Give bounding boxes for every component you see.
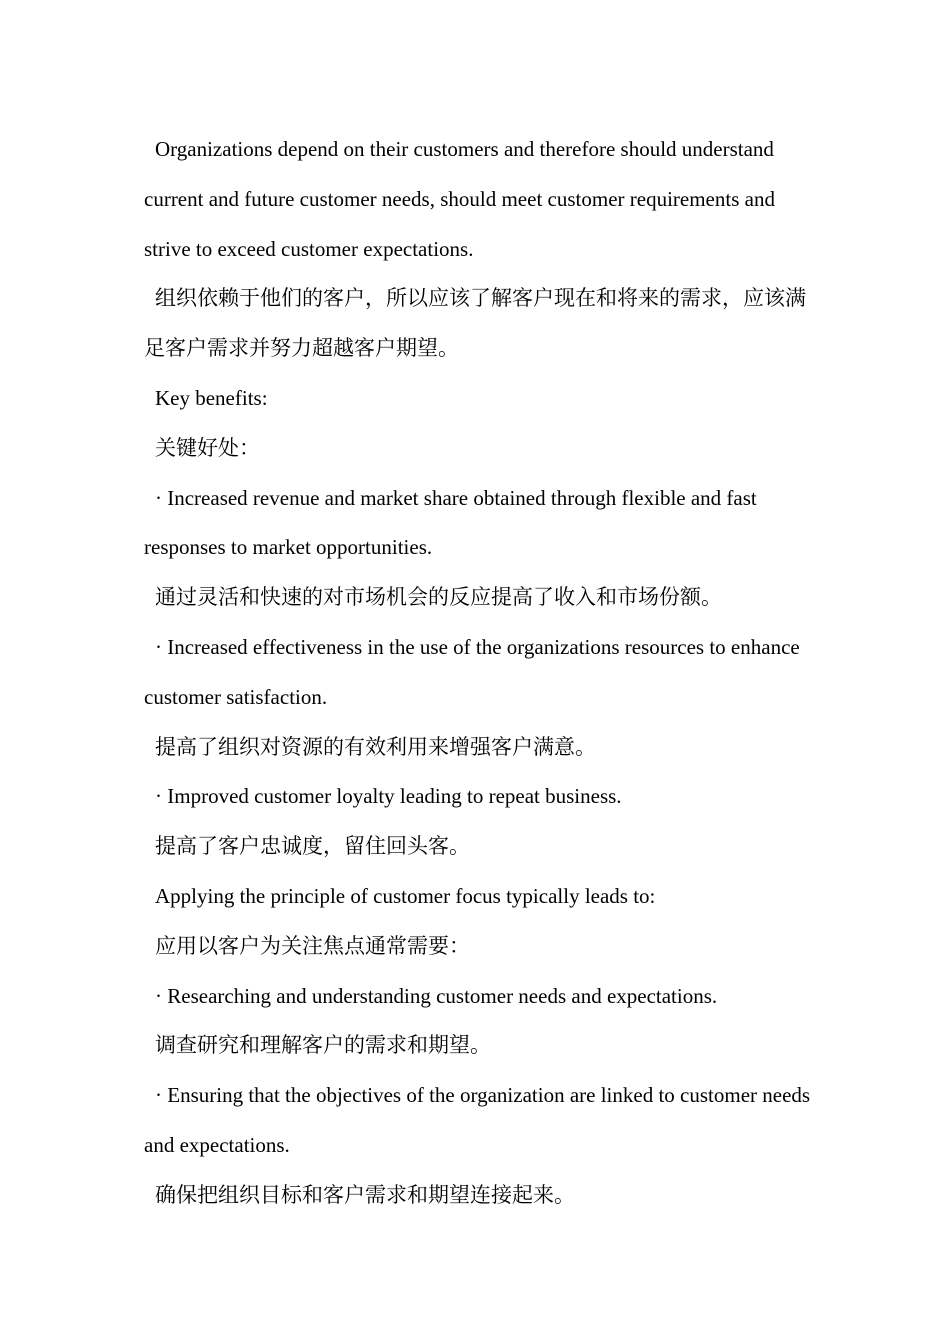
document-body (144, 125, 814, 1221)
benefit-revenue-en: · Increased revenue and market share obtained through flexible and fast responses to market opportunities. (144, 485, 757, 560)
paragraph-intro-zh: 组织依赖于他们的客户，所以应该了解客户现在和将来的需求，应该满足客户需求并努力超越客户期望。 (144, 286, 806, 361)
practice-research-en: · Researching and understanding customer needs and expectations. (155, 983, 718, 1008)
practice-objectives-en: · Ensuring that the objectives of the organization are linked to customer needs and expectations. (144, 1083, 811, 1157)
practice-objectives-zh: 确保把组织目标和客户需求和期望连接起来。 (155, 1182, 575, 1207)
benefit-effectiveness-zh: 提高了组织对资源的有效利用来增强客户满意。 (155, 734, 596, 759)
practice-research-zh: 调查研究和理解客户的需求和期望。 (155, 1033, 491, 1058)
benefit-revenue-zh: 通过灵活和快速的对市场机会的反应提高了收入和市场份额。 (155, 585, 722, 610)
heading-key-benefits-en: Key benefits: (155, 385, 268, 410)
benefit-loyalty-en: · Improved customer loyalty leading to repeat business. (155, 784, 622, 809)
heading-key-benefits-zh: 关键好处： (155, 435, 260, 460)
heading-applying-principle-en: Applying the principle of customer focus typically leads to: (155, 883, 656, 908)
paragraph-intro-en: Organizations depend on their customers and therefore should understand current and future customer needs, should meet customer requirements and strive to exceed customer expectations. (144, 137, 775, 261)
benefit-loyalty-zh: 提高了客户忠诚度，留住回头客。 (155, 834, 470, 859)
heading-applying-principle-zh: 应用以客户为关注焦点通常需要： (155, 933, 470, 958)
benefit-effectiveness-en: · Increased effectiveness in the use of the organizations resources to enhance customer satisfaction. (144, 634, 800, 709)
